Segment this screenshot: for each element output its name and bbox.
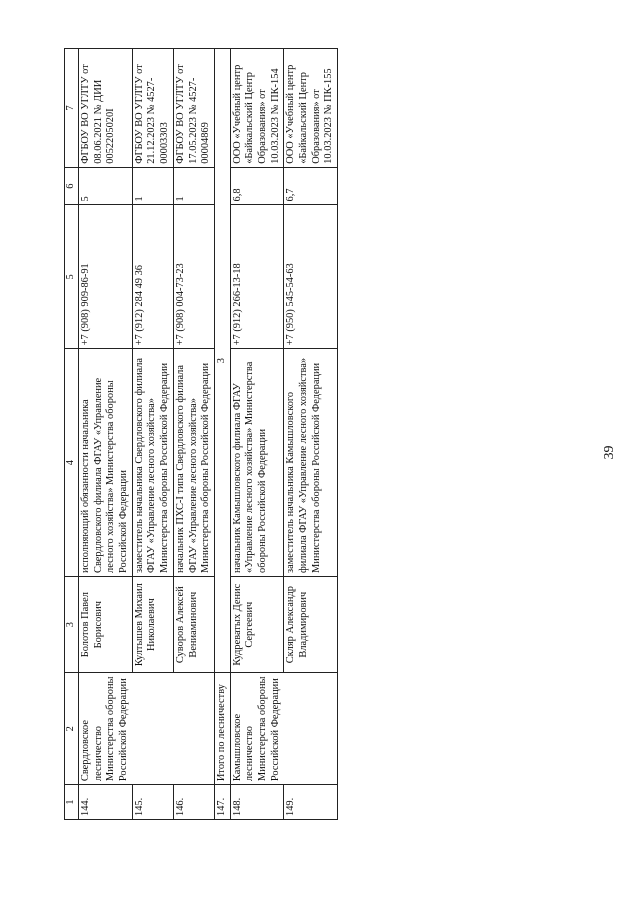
person-position: начальник ПХС-I типа Свердловского филиала ФГАУ «Управление лесного хозяйства» Министерства обороны Российской Федерации [173,349,214,577]
row-number: 146. [173,785,214,820]
column-header: 7 [65,49,79,168]
person-name: Скляр Александр Владимирович [284,576,338,672]
phone-number: +7 (912) 266-13-18 [230,205,284,349]
column-header: 3 [65,576,79,672]
count-value: 6,7 [284,167,338,205]
summary-row [214,49,230,820]
count-value: 5 [79,167,133,205]
table-row [79,49,133,820]
certificate-info: ФГБОУ ВО УГЛТУ от 08.06.2021 № ДИИ 0052205020I [79,49,133,168]
certificate-info: ООО «Учебный центр «Байкальский Центр Образования» от 10.03.2023 № ПК-154 [230,49,284,168]
header-row [65,49,79,820]
phone-number: +7 (908) 909-86-91 [79,205,133,349]
forestry-staff-table [64,48,338,820]
row-number: 145. [132,785,173,820]
row-number: 144. [79,785,133,820]
column-header: 4 [65,349,79,577]
forestry-name: Свердловское лесничество Министерства обороны Российской Федерации [79,673,215,785]
count-value: 1 [173,167,214,205]
person-position: исполняющий обязанности начальника Свердловского филиала ФГАУ «Управление лесного хозяйства» Министерства обороны Российской Федерации [79,349,133,577]
phone-number: +7 (950) 545-54-63 [284,205,338,349]
person-name: Болотов Павел Борисович [79,576,133,672]
column-header: 2 [65,673,79,785]
certificate-info: ООО «Учебный центр «Байкальский Центр Образования» от 10.03.2023 № ПК-155 [284,49,338,168]
person-name: Кудреватых Денис Сергеевич [230,576,284,672]
certificate-info: ФГБОУ ВО УГЛТУ от 17.05.2023 № 4527-00004869 [173,49,214,168]
column-header: 6 [65,167,79,205]
row-number: 148. [230,785,284,820]
person-name: Култышев Михаил Николаевич [132,576,173,672]
count-value: 6,8 [230,167,284,205]
person-position: заместитель начальника Свердловского филиала ФГАУ «Управление лесного хозяйства» Министерства обороны Российской Федерации [132,349,173,577]
column-header: 1 [65,785,79,820]
person-position: заместитель начальника Камышловского филиала ФГАУ «Управление лесного хозяйства» Министерства обороны Российской Федерации [284,349,338,577]
column-header: 5 [65,205,79,349]
forestry-name: Камышловское лесничество Министерства обороны Российской Федерации [230,673,338,785]
page-number: 39 [602,445,617,460]
person-name: Суворов Алексей Вениаминович [173,576,214,672]
summary-value: 3 [214,49,230,673]
summary-label: Итого по лесничеству [214,673,230,785]
row-number: 149. [284,785,338,820]
table-row [230,49,284,820]
phone-number: +7 (908) 004-73-23 [173,205,214,349]
certificate-info: ФГБОУ ВО УГЛТУ от 21.12.2023 № 4527-00003303 [132,49,173,168]
phone-number: +7 (912) 284 49 36 [132,205,173,349]
count-value: 1 [132,167,173,205]
row-number: 147. [214,785,230,820]
person-position: начальник Камышловского филиала ФГАУ «Управление лесного хозяйства» Министерства обороны Российской Федерации [230,349,284,577]
